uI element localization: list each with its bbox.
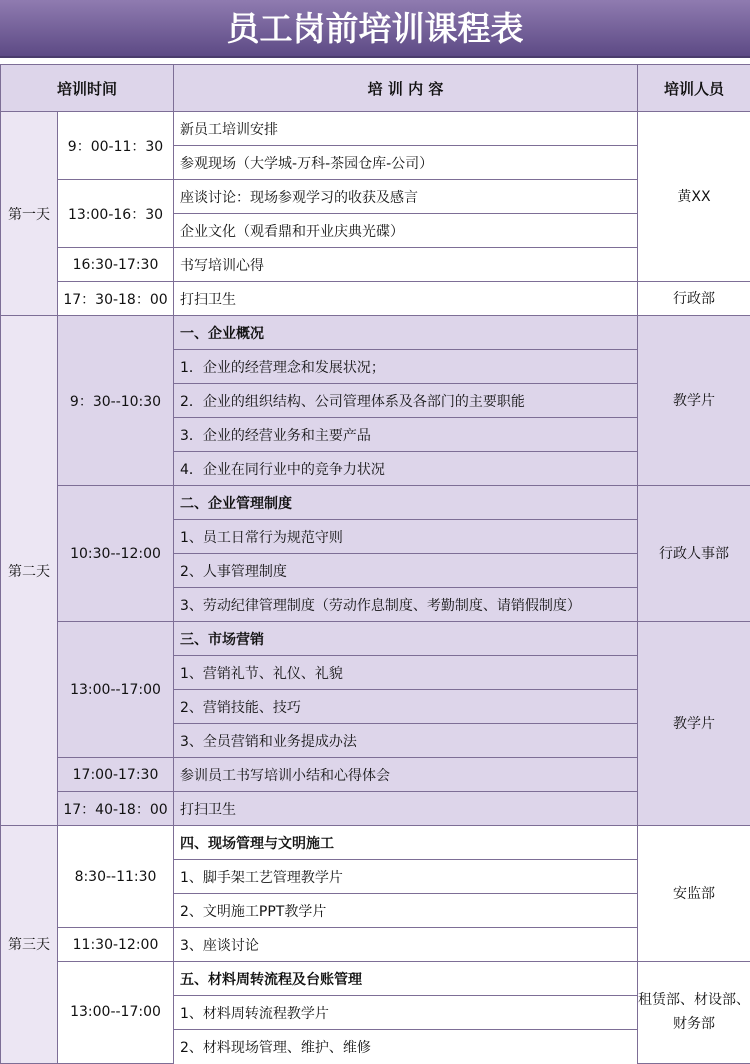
time-slot: 9：30--10:30	[58, 316, 174, 486]
section-heading: 一、企业概况	[174, 316, 638, 350]
content-cell: 书写培训心得	[174, 248, 638, 282]
time-slot: 10:30--12:00	[58, 486, 174, 622]
content-cell: 1．企业的经营理念和发展状况；	[174, 350, 638, 384]
day-label: 第一天	[1, 112, 58, 316]
content-cell: 2、文明施工PPT教学片	[174, 894, 638, 928]
content-cell: 打扫卫生	[174, 792, 638, 826]
content-cell: 3．企业的经营业务和主要产品	[174, 418, 638, 452]
content-cell: 1、员工日常行为规范守则	[174, 520, 638, 554]
staff-cell: 黄XX	[638, 112, 750, 282]
content-cell: 打扫卫生	[174, 282, 638, 316]
content-cell: 1、材料周转流程教学片	[174, 996, 638, 1030]
content-cell: 2．企业的组织结构、公司管理体系及各部门的主要职能	[174, 384, 638, 418]
content-cell: 3、全员营销和业务提成办法	[174, 724, 638, 758]
time-slot: 8:30--11:30	[58, 826, 174, 928]
page-title: 员工岗前培训课程表	[0, 0, 750, 58]
table-row	[1, 486, 750, 520]
time-slot: 13:00--17:00	[58, 622, 174, 758]
content-cell: 3、劳动纪律管理制度（劳动作息制度、考勤制度、请销假制度）	[174, 588, 638, 622]
time-slot: 9：00-11：30	[58, 112, 174, 180]
time-slot: 17：40-18：00	[58, 792, 174, 826]
header-row	[1, 65, 750, 112]
time-slot: 13:00-16：30	[58, 180, 174, 248]
staff-cell: 行政部	[638, 282, 750, 316]
time-slot: 11:30-12:00	[58, 928, 174, 962]
content-cell: 4．企业在同行业中的竞争力状况	[174, 452, 638, 486]
content-cell: 1、脚手架工艺管理教学片	[174, 860, 638, 894]
section-heading: 二、企业管理制度	[174, 486, 638, 520]
content-cell: 1、营销礼节、礼仪、礼貌	[174, 656, 638, 690]
staff-cell: 租赁部、材设部、财务部	[638, 962, 750, 1064]
content-cell: 新员工培训安排	[174, 112, 638, 146]
time-slot: 13:00--17:00	[58, 962, 174, 1064]
schedule-table	[0, 64, 750, 1064]
table-row	[1, 112, 750, 146]
header-time: 培训时间	[1, 65, 174, 112]
header-staff: 培训人员	[638, 65, 750, 112]
content-cell: 2、人事管理制度	[174, 554, 638, 588]
staff-cell: 教学片	[638, 316, 750, 486]
content-cell: 2、营销技能、技巧	[174, 690, 638, 724]
table-row	[1, 622, 750, 656]
content-cell: 参观现场（大学城-万科-茶园仓库-公司）	[174, 146, 638, 180]
table-row	[1, 282, 750, 316]
section-heading: 五、材料周转流程及台账管理	[174, 962, 638, 996]
time-slot: 16:30-17:30	[58, 248, 174, 282]
time-slot: 17：30-18：00	[58, 282, 174, 316]
section-heading: 三、市场营销	[174, 622, 638, 656]
staff-cell: 教学片	[638, 622, 750, 826]
content-cell: 企业文化（观看鼎和开业庆典光碟）	[174, 214, 638, 248]
content-cell: 3、座谈讨论	[174, 928, 638, 962]
staff-cell: 行政人事部	[638, 486, 750, 622]
section-heading: 四、现场管理与文明施工	[174, 826, 638, 860]
table-row	[1, 962, 750, 996]
day-label: 第二天	[1, 316, 58, 826]
day-label: 第三天	[1, 826, 58, 1064]
content-cell: 参训员工书写培训小结和心得体会	[174, 758, 638, 792]
header-content: 培 训 内 容	[174, 65, 638, 112]
staff-cell: 安监部	[638, 826, 750, 962]
content-cell: 座谈讨论：现场参观学习的收获及感言	[174, 180, 638, 214]
table-row	[1, 316, 750, 350]
content-cell: 2、材料现场管理、维护、维修	[174, 1030, 638, 1064]
time-slot: 17:00-17:30	[58, 758, 174, 792]
table-row	[1, 826, 750, 860]
